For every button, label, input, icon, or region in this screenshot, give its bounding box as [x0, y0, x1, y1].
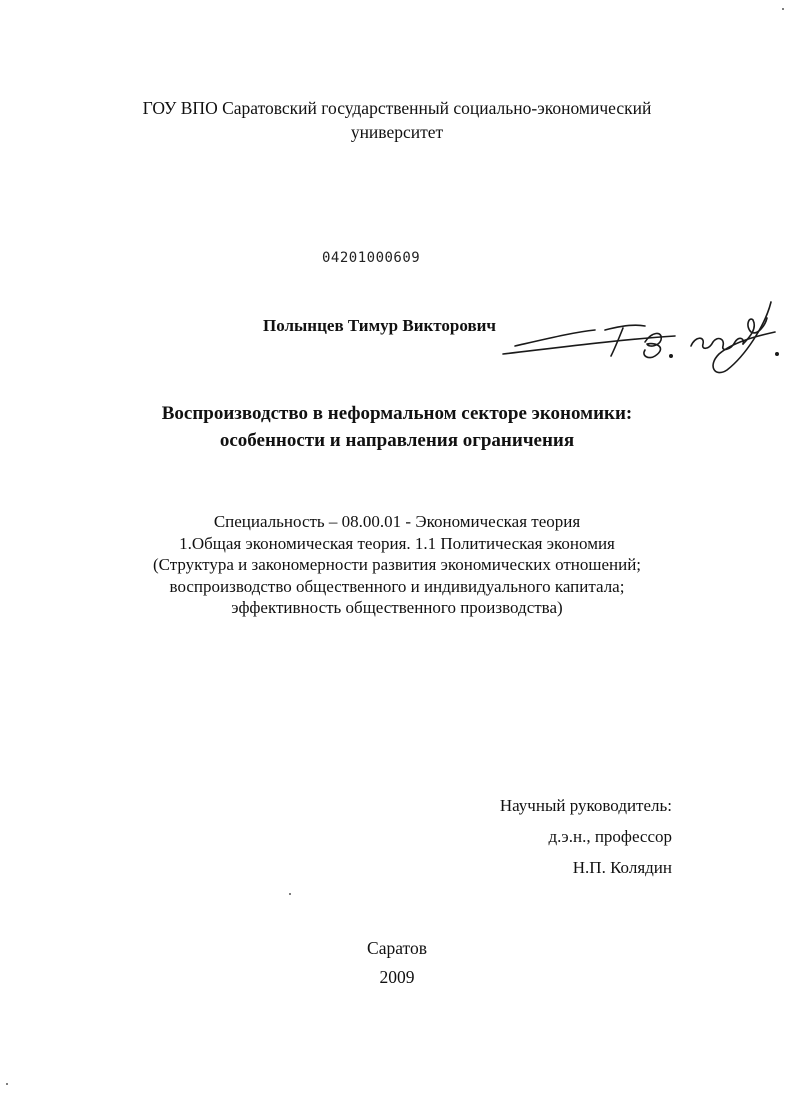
specialty-line-1: Специальность – 08.00.01 - Экономическая теория	[213, 512, 581, 531]
advisor-degree: д.э.н., профессор	[548, 827, 672, 846]
title-line-2: особенности и направления ограничения	[219, 430, 575, 451]
registration-number: 04201000609	[322, 250, 421, 266]
specialty-block	[0, 511, 794, 619]
year: 2009	[379, 967, 415, 987]
advisor-name: Н.П. Колядин	[572, 858, 672, 877]
specialty-line-4: воспроизводство общественного и индивидуального капитала;	[169, 576, 625, 596]
author-name: Полынцев Тимур Викторович	[263, 316, 497, 335]
scientific-advisor	[500, 790, 672, 883]
institution-header	[0, 96, 794, 144]
scan-speck	[289, 893, 291, 895]
specialty-line-2: 1.Общая экономическая теория. 1.1 Политическая экономия	[179, 533, 615, 553]
advisor-label: Научный руководитель:	[499, 796, 672, 815]
institution-line-1: ГОУ ВПО Саратовский государственный социально-экономический	[142, 98, 652, 118]
scan-speck	[782, 8, 784, 10]
city-name: Саратов	[367, 938, 427, 958]
institution-line-2: университет	[350, 122, 444, 142]
place-and-year	[0, 934, 794, 992]
specialty-line-3: (Структура и закономерности развития экономических отношений;	[152, 555, 642, 574]
title-line-1: Воспроизводство в неформальном секторе экономики:	[161, 403, 633, 424]
specialty-line-5: эффективность общественного производства)	[231, 598, 563, 617]
handwritten-signature	[495, 296, 785, 376]
dissertation-title	[0, 400, 794, 454]
scan-speck	[6, 1083, 8, 1085]
